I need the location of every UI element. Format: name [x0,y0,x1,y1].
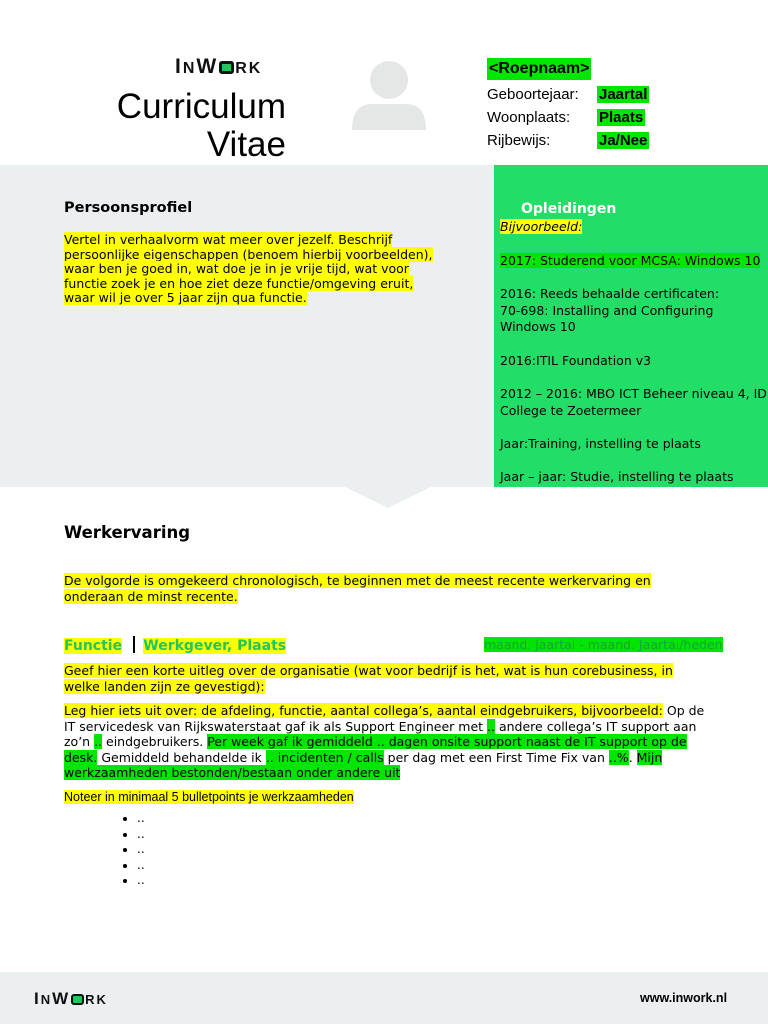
organisation-description [64,663,744,694]
task-bullet: • .. [137,842,145,858]
footer-logo [34,989,108,1009]
logo-text-in: INW [175,55,219,78]
profile-line: functie zoek je en hoe ziet deze functie/omgeving eruit, [64,275,414,291]
job-separator [133,636,135,653]
detail-text: zo’n [64,734,95,749]
detail-text: Mijn [636,749,663,765]
title-line-1: Curriculum [116,87,286,126]
detail-text: IT servicedesk van Rijkswaterstaat gaf ik als Support Engineer met [64,718,488,734]
education-list [500,219,768,485]
education-item: 2012 – 2016: MBO ICT Beheer niveau 4, ID [500,386,767,401]
task-bullet: • .. [137,873,145,889]
info-label: Rijbewijs: [487,132,551,149]
info-row-license [487,129,747,152]
profile-heading: Persoonsprofiel [64,200,193,216]
education-item: Windows 10 [500,319,576,334]
detail-text: Leg hier iets uit over: de afdeling, functie, aantal collega’s, aantal eindgebruikers, bijvoorbeeld: [64,703,663,718]
info-value: Jaartal [599,86,648,103]
education-example-label: Bijvoorbeeld: [500,219,583,234]
detail-text: eindgebruikers. [102,734,208,749]
info-value: Ja/Nee [599,132,648,149]
header-logo [175,55,262,79]
detail-text: Gemiddeld behandelde ik [97,749,266,765]
org-line: welke landen zijn ze gevestigd): [64,678,265,694]
band-pointer [345,487,431,508]
title-line-2: Vitae [206,125,286,164]
task-bullet: • .. [137,811,145,827]
intro-line: De volgorde is omgekeerd chronologisch, te beginnen met de meest recente werkervaring en [64,573,651,588]
job-period: maand. jaartal - maand. Jaartal/heden [484,637,723,652]
education-item: 2016: Reeds behaalde certificaten: [500,286,720,301]
job-header [64,635,744,655]
detail-text: desk. [64,749,98,765]
org-line: Geef hier een korte uitleg over de organisatie (wat voor bedrijf is het, wat is hun corebusiness, in [64,663,673,678]
logo-mark-icon [219,61,234,74]
education-item: 2017: Studerend voor MCSA: Windows 10 [500,252,761,268]
personal-info [487,58,747,152]
detail-text: incidenten / calls [273,749,384,765]
bullet-note [64,790,354,804]
profile-line: Vertel in verhaalvorm wat meer over jezelf. Beschrijf [64,232,393,247]
info-label: Woonplaats: [487,109,571,126]
task-bullet: • .. [137,827,145,843]
profile-text [64,233,464,306]
detail-text: . [628,749,637,765]
bullet-note-text: Noteer in minimaal 5 bulletpoints je werkzaamheden [64,790,354,804]
footer-website-link[interactable]: www.inwork.nl [640,991,728,1005]
detail-text: andere collega’s IT support aan [494,718,697,734]
education-heading: Opleidingen [521,201,617,217]
job-employer: Werkgever, Plaats [143,638,287,654]
education-item: 2016:ITIL Foundation v3 [500,352,652,368]
education-item: 70-698: Installing and Configuring [500,302,714,318]
footer-logo-text-rk: RK [85,992,108,1007]
detail-placeholder: .. [487,718,495,734]
footer-logo-mark-icon [71,994,84,1005]
info-value: Plaats [599,109,644,126]
intro-line: onderaan de minst recente. [64,588,238,604]
detail-placeholder: .. [94,734,103,749]
experience-intro [64,573,744,604]
name-placeholder: <Roepnaam> [487,58,591,80]
task-bullet: • .. [137,858,145,874]
profile-line: persoonlijke eigenschappen (benoem hierbij voorbeelden), [64,246,433,262]
job-title: Functie [64,638,123,654]
education-item: College te Zoetermeer [500,402,642,418]
profile-line: waar wil je over 5 jaar zijn qua functie. [64,290,307,305]
education-panel [494,165,768,487]
detail-text: Per week gaf ik gemiddeld .. dagen onsite support naast de IT support op de [207,734,687,749]
detail-text: werkzaamheden bestonden/bestaan onder andere uit [64,765,401,780]
logo-text-rk: RK [235,60,263,77]
page-title [60,88,286,164]
detail-text: per dag met een First Time Fix van [383,749,609,765]
profile-line: waar ben je goed in, wat doe je in je vrije tijd, wat voor [64,261,409,276]
info-label: Geboortejaar: [487,86,579,103]
avatar-placeholder-icon [350,60,428,132]
education-item: Jaar – jaar: Studie, instelling te plaats [500,468,734,484]
detail-placeholder: ..% [608,749,629,765]
experience-heading: Werkervaring [64,523,191,542]
footer-logo-text-in: INW [34,989,71,1008]
info-row-birthyear [487,83,747,106]
education-item: Jaar:Training, instelling te plaats [500,436,701,451]
detail-text: Op de [662,703,705,718]
info-row-residence [487,106,747,129]
task-bullet-list [100,811,145,889]
detail-placeholder: .. [265,749,274,765]
job-details [64,703,754,781]
